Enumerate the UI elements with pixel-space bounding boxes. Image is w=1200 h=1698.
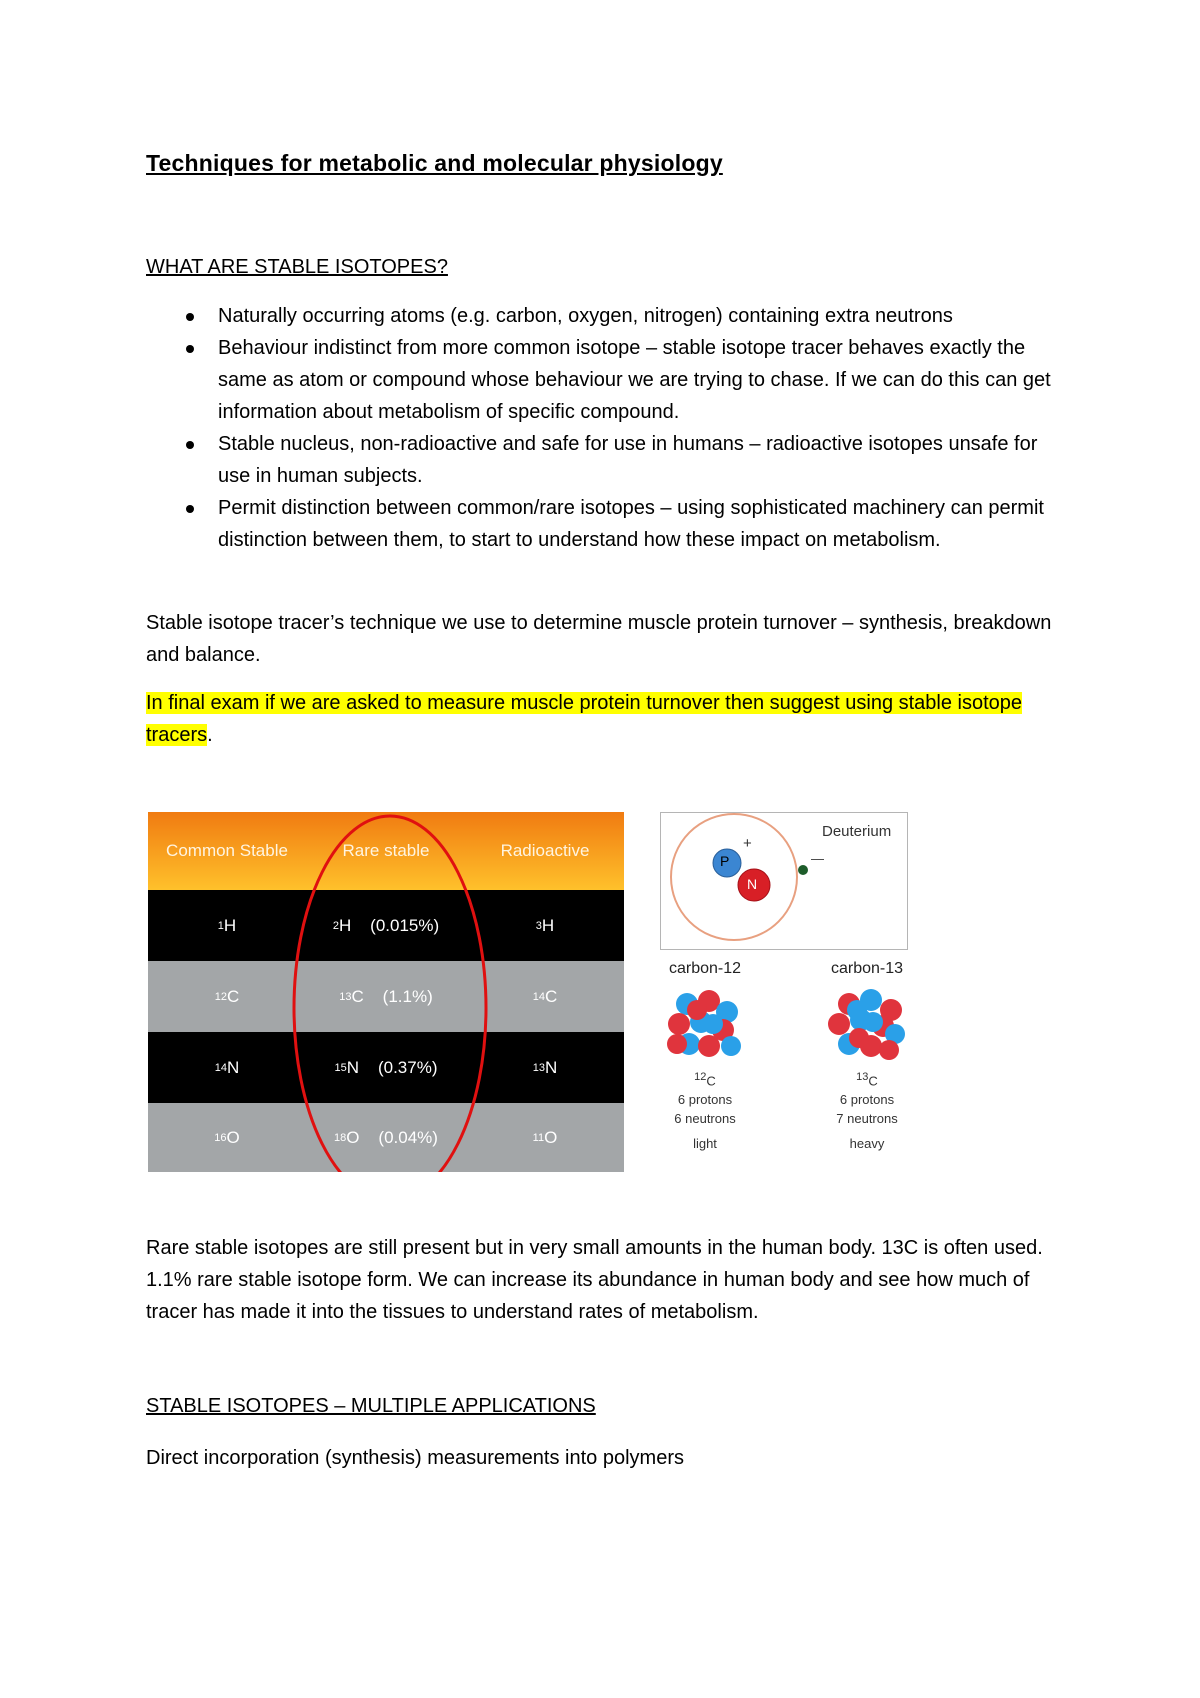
bullet-icon bbox=[186, 313, 194, 321]
header-common-stable: Common Stable bbox=[166, 841, 288, 860]
carbon-13-protons: 6 protons bbox=[839, 1092, 895, 1108]
cell-radioactive: 11 O bbox=[532, 1127, 558, 1147]
section-heading-stable-isotopes: WHAT ARE STABLE ISOTOPES? bbox=[146, 256, 448, 278]
bullet-text: Naturally occurring atoms (e.g. carbon, oxygen, nitrogen) containing extra neutrons bbox=[218, 305, 953, 327]
rare-stable-ellipse bbox=[148, 812, 624, 1172]
list-item bbox=[146, 300, 1066, 332]
bullet-icon bbox=[186, 345, 194, 353]
cell-rare: 15 N (0.37%) bbox=[334, 1057, 438, 1077]
isotope-table-figure bbox=[148, 812, 624, 1172]
paragraph-tracer-technique: Stable isotope tracer’s technique we use to determine muscle protein turnover – synthesis, breakdown and balance. bbox=[146, 612, 1052, 666]
document-title: Techniques for metabolic and molecular physiology bbox=[146, 150, 723, 176]
paragraph-direct-incorporation: Direct incorporation (synthesis) measurements into polymers bbox=[146, 1447, 684, 1469]
carbon-12-neutrons: 6 neutrons bbox=[674, 1111, 736, 1127]
carbon-12-title: carbon-12 bbox=[668, 960, 742, 977]
bullet-text: Stable nucleus, non-radioactive and safe for use in humans – radioactive isotopes unsafe for use in human subjects. bbox=[218, 433, 1038, 487]
cell-common: 16 O bbox=[214, 1127, 240, 1147]
cell-common: 14 N bbox=[214, 1057, 240, 1077]
cell-radioactive: 14 C bbox=[532, 986, 558, 1006]
paragraph-rare-isotopes: Rare stable isotopes are still present but in very small amounts in the human body. 13C is often used. 1.1% rare stable isotope form. We can increase its abundance in human body and see how much of tracer has made it into the tissues to understand rates of metabolism. bbox=[146, 1237, 1043, 1323]
plus-sign: + bbox=[743, 835, 752, 852]
carbon-12-protons: 6 protons bbox=[677, 1092, 733, 1108]
carbon-12-figure bbox=[650, 960, 760, 1153]
carbon-12-nucleus-diagram bbox=[665, 988, 745, 1062]
carbon-12-weight: light bbox=[693, 1136, 717, 1152]
header-radioactive: Radioactive bbox=[500, 841, 590, 860]
list-item bbox=[146, 492, 1066, 556]
carbon-13-neutrons: 7 neutrons bbox=[836, 1111, 898, 1127]
carbon-13-title: carbon-13 bbox=[830, 960, 904, 977]
header-rare-stable: Rare stable bbox=[342, 841, 430, 860]
bullet-list bbox=[146, 300, 1066, 556]
bullet-icon bbox=[186, 505, 194, 513]
proton-label: P bbox=[720, 853, 730, 869]
cell-rare: 18 O (0.04%) bbox=[334, 1127, 438, 1147]
bullet-icon bbox=[186, 441, 194, 449]
neutron-label: N bbox=[747, 876, 758, 892]
carbon-13-nucleus-diagram bbox=[827, 988, 907, 1062]
carbon-13-weight: heavy bbox=[849, 1136, 885, 1152]
cell-common: 12 C bbox=[214, 986, 240, 1006]
list-item bbox=[146, 428, 1066, 492]
cell-rare: 13 C (1.1%) bbox=[339, 986, 433, 1006]
bullet-text: Behaviour indistinct from more common isotope – stable isotope tracer behaves exactly the same as atom or compound whose behaviour we are trying to chase. If we can do this can get information about metabolism of specific compound. bbox=[218, 337, 1051, 423]
cell-rare: 2 H (0.015%) bbox=[332, 915, 440, 935]
section-heading-applications: STABLE ISOTOPES – MULTIPLE APPLICATIONS bbox=[146, 1395, 596, 1417]
deuterium-figure bbox=[660, 812, 908, 950]
minus-sign: — bbox=[811, 851, 824, 866]
cell-common: 1 H bbox=[217, 915, 237, 935]
carbon-13-figure bbox=[812, 960, 922, 1153]
bullet-text: Permit distinction between common/rare isotopes – using sophisticated machinery can permit distinction between them, to start to understand how these impact on metabolism. bbox=[218, 497, 1044, 551]
carbon-12-symbol: $^{12}$C bbox=[694, 1071, 716, 1089]
cell-radioactive: 3 H bbox=[535, 915, 555, 935]
paragraph-exam-note bbox=[146, 687, 1086, 751]
highlighted-text: In final exam if we are asked to measure muscle protein turnover then suggest using stable isotope tracers bbox=[146, 692, 1023, 746]
deuterium-label: Deuterium bbox=[822, 823, 892, 840]
list-item bbox=[146, 332, 1066, 428]
carbon-13-symbol: $^{13}$C bbox=[856, 1071, 878, 1089]
cell-radioactive: 13 N bbox=[532, 1057, 558, 1077]
punctuation: . bbox=[207, 724, 213, 746]
